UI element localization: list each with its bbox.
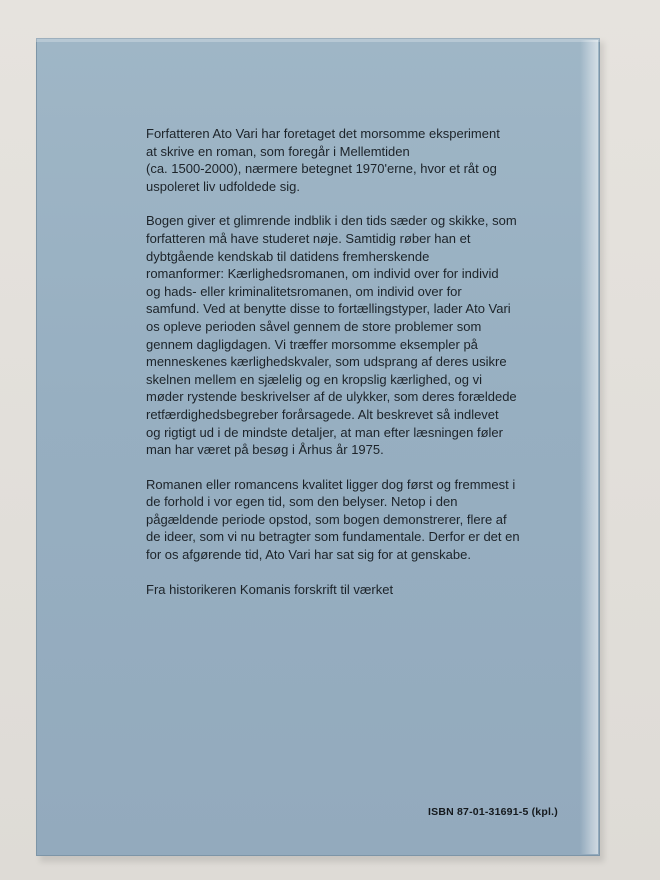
blurb-line: Fra historikeren Komanis forskrift til værket (146, 581, 394, 597)
blurb-line: forfatteren må have studeret nøje. Samtidig røber han et (146, 230, 471, 246)
blurb-line: og hads- eller kriminalitetsromanen, om individ over for (146, 283, 462, 299)
blurb-line: og rigtigt ud i de mindste detaljer, at man efter læsningen føler (146, 424, 503, 440)
blurb-line: for os afgørende tid, Ato Vari har sat sig for at genskabe. (146, 547, 471, 563)
blurb-line: gennem dagligdagen. Vi træffer morsomme eksempler på (146, 336, 478, 352)
blurb-line: man har været på besøg i Århus år 1975. (146, 442, 384, 458)
blurb-line: menneskenes kærlighedskvaler, som udsprang af deres usikre (146, 354, 507, 370)
blurb-line: samfund. Ved at benytte disse to fortællingstyper, lader Ato Vari (146, 301, 511, 317)
blurb-line: de forhold i vor egen tid, som den belyser. Netop i den (146, 494, 458, 510)
blurb-line: pågældende periode opstod, som bogen demonstrerer, flere af (146, 511, 507, 527)
blurb-line: uspoleret liv udfoldede sig. (146, 178, 300, 194)
blurb-line: dybtgående kendskab til datidens fremherskende (146, 248, 430, 264)
blurb-line: romanformer: Kærlighedsromanen, om individ over for individ (146, 266, 499, 282)
cover-edge-wear (36, 38, 600, 42)
back-cover-blurb (146, 125, 566, 615)
blurb-line: Romanen eller romancens kvalitet ligger dog først og fremmest i (146, 476, 516, 492)
blurb-paragraph-1 (146, 125, 566, 195)
blurb-line: Forfatteren Ato Vari har foretaget det morsomme eksperiment (146, 126, 500, 141)
book-spine-edge (580, 40, 598, 854)
blurb-line: (ca. 1500-2000), nærmere betegnet 1970'erne, hvor et råt og (146, 161, 497, 177)
blurb-line: Bogen giver et glimrende indblik i den tids sæder og skikke, som (146, 213, 517, 229)
blurb-line: skelnen mellem en sjælelig og en kropslig kærlighed, og vi (146, 371, 483, 387)
blurb-paragraph-2 (146, 212, 566, 458)
blurb-line: os opleve perioden såvel gennem de store problemer som (146, 318, 482, 334)
blurb-line: at skrive en roman, som foregår i Mellemtiden (146, 143, 410, 159)
isbn-label: ISBN 87-01-31691-5 (kpl.) (428, 806, 558, 818)
blurb-line: retfærdighedsbegreber forårsagede. Alt beskrevet så indlevet (146, 406, 499, 422)
blurb-line: møder rystende beskrivelser af de ulykker, som deres forældede (146, 389, 517, 405)
blurb-line: de ideer, som vi nu betragter som fundamentale. Derfor er det en (146, 529, 520, 545)
blurb-attribution (146, 581, 566, 599)
blurb-paragraph-3 (146, 476, 566, 564)
